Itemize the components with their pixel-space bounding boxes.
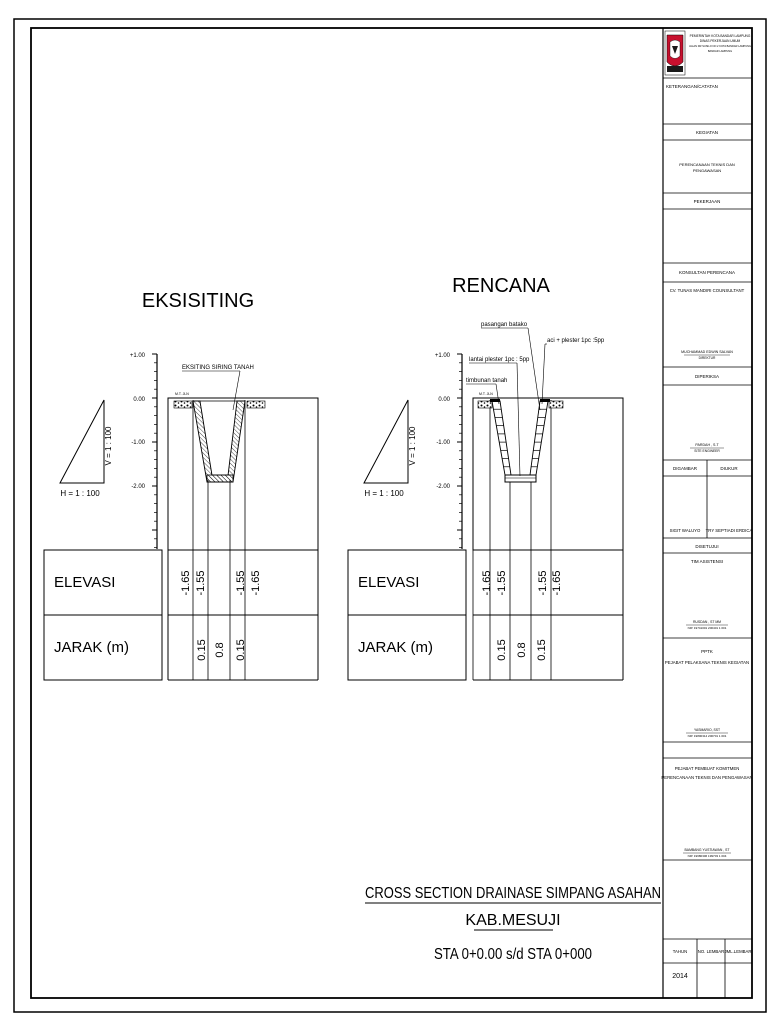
vertical-scale-ticks xyxy=(457,354,462,548)
elevation-value: -1.55 xyxy=(496,570,508,596)
tick-label: 0.00 xyxy=(133,397,145,403)
ppk-nip: NIP. 19680306 199703 1 004 xyxy=(687,854,727,858)
no-lembar-label: NO. LEMBAR xyxy=(697,949,725,954)
vertical-scale-ticks xyxy=(152,354,157,548)
direktur-name: MUCHAMMAD EDWIN SALVAN xyxy=(681,350,733,354)
callout-aci: aci + plester 1pc :5pp xyxy=(547,338,605,344)
title-block xyxy=(663,28,752,998)
distance-value: 0.15 xyxy=(235,639,247,661)
diperiksa-label: DIPERIKSA xyxy=(694,374,720,379)
existing-title: EKSISITING xyxy=(141,290,255,312)
tick-label: -2.00 xyxy=(131,484,145,490)
elevation-value: -1.55 xyxy=(537,570,549,596)
callout-lantai: lantai plester 1pc : 5pp xyxy=(469,357,530,363)
kegiatan-value: PERENCANAAN TEKNIS DAN xyxy=(679,162,735,167)
elevation-value: -1.65 xyxy=(250,570,262,596)
diperiksa-name: PARDAH , S.T xyxy=(695,443,719,447)
elevation-value: -1.65 xyxy=(551,570,563,596)
agency-line: DINAS PEKERJAAN UMUM xyxy=(699,39,741,43)
right-block-wall xyxy=(530,401,548,475)
pptk-nip: NIP. 19800314 200701 1 001 xyxy=(687,734,727,738)
notes-label: KETERANGAN/CATATAN xyxy=(666,84,718,89)
scale-h: H = 1 : 100 xyxy=(60,489,100,498)
digambar-name: SIGIT WALUYO xyxy=(669,528,701,533)
konsultan-value: CV. TUNAS MANDIRI COUNSULTANT xyxy=(669,288,745,293)
inner-border xyxy=(31,28,752,998)
tick-label: -1.00 xyxy=(131,440,145,446)
scale-v: V = 1 : 100 xyxy=(408,426,417,466)
tick-label: +1.00 xyxy=(434,353,450,359)
elevasi-label: ELEVASI xyxy=(54,574,116,591)
pptk-title: PEJABAT PELAKSANA TEKNIS KEGIATAN xyxy=(664,660,750,665)
elevation-value: -1.65 xyxy=(481,570,493,596)
kegiatan-value: PENGAWASAN xyxy=(692,168,722,173)
ppk-name: BAMBANG YUSTIAWAN , ST xyxy=(684,848,730,852)
konsultan-label: KONSULTAN PERENCANA xyxy=(678,270,736,275)
diperiksa-title: SITE ENGINEER xyxy=(694,449,720,453)
pptk-name: YASMARIO, SST xyxy=(693,728,721,732)
scale-v: V = 1 : 100 xyxy=(104,426,113,466)
left-block-wall xyxy=(492,401,511,475)
elevation-value: -1.55 xyxy=(235,570,247,596)
callout-timbunan: timbunan tanah xyxy=(466,378,508,384)
elevation-value: -1.55 xyxy=(195,570,207,596)
callout-pasangan: pasangan batako xyxy=(481,322,528,328)
ppk-title: PEJABAT PEMBUAT KOMITMEN xyxy=(674,766,740,771)
pptk-label: PPTK xyxy=(701,649,713,654)
elevation-value: -1.65 xyxy=(180,570,192,596)
channel-floor xyxy=(505,475,536,482)
title-line-2: KAB.MESUJI xyxy=(465,912,561,929)
tim-nip: NIP. 19741001 200401 1 001 xyxy=(687,626,727,630)
scale-h: H = 1 : 100 xyxy=(364,489,404,498)
disetujui-label: DISETUJUI xyxy=(695,544,719,549)
tahun-label: TAHUN xyxy=(672,949,688,954)
title-line-1: CROSS SECTION DRAINASE SIMPANG ASAHAN xyxy=(365,885,661,902)
tim-name: RUSDAN , ST MM xyxy=(692,620,722,624)
tick-label: -2.00 xyxy=(436,484,450,490)
drawing-title xyxy=(365,885,661,963)
jarak-label: JARAK (m) xyxy=(358,639,433,656)
agency-logo xyxy=(665,31,685,75)
ppk-subtitle: PERENCANAAN TEKNIS DAN PENGAWASAN xyxy=(661,775,753,780)
title-line-3: STA 0+0.00 s/d STA 0+000 xyxy=(434,946,593,963)
diukur-name: TRY SEPTIADI ERDICA xyxy=(705,528,753,533)
distance-value: 0.8 xyxy=(214,642,226,658)
direktur-title: DIREKTUR xyxy=(698,356,716,360)
design-section xyxy=(348,275,623,680)
elevasi-label: ELEVASI xyxy=(358,574,420,591)
jml-lembar-label: JML.LEMBAR xyxy=(724,949,752,954)
design-title: RENCANA xyxy=(452,275,550,297)
kegiatan-label: KEGIATAN xyxy=(695,130,719,135)
agency-line: JALAN DR SUSILO NO 2 KOTA BANDAR LAMPUNG xyxy=(688,45,752,48)
scale-triangle xyxy=(60,400,104,483)
scale-triangle xyxy=(364,400,408,483)
distance-value: 0.15 xyxy=(536,639,548,661)
pekerjaan-label: PEKERJAAN xyxy=(693,199,721,204)
tick-label: 0.00 xyxy=(438,397,450,403)
road-label: M.T. JLN xyxy=(479,392,493,396)
existing-section xyxy=(44,290,318,680)
road-label: M.T. JLN xyxy=(175,392,189,396)
jarak-label: JARAK (m) xyxy=(54,639,129,656)
distance-value: 0.8 xyxy=(516,642,528,658)
tick-label: +1.00 xyxy=(129,353,145,359)
distance-value: 0.15 xyxy=(196,639,208,661)
tim-label: TIM ASISTENSI xyxy=(690,559,724,564)
digambar-label: DIGAMBAR xyxy=(672,466,698,471)
agency-line: BANDAR LAMPUNG xyxy=(707,50,733,53)
callout-existing: EKSITING SIRING TANAH xyxy=(182,365,254,371)
distance-value: 0.15 xyxy=(496,639,508,661)
year-value: 2014 xyxy=(672,973,688,980)
outer-border xyxy=(14,19,766,1012)
diukur-label: DIUKUR xyxy=(720,466,738,471)
agency-line: PEMERINTAH KOTA BANDAR LAMPUNG xyxy=(689,34,751,38)
tick-label: -1.00 xyxy=(436,440,450,446)
